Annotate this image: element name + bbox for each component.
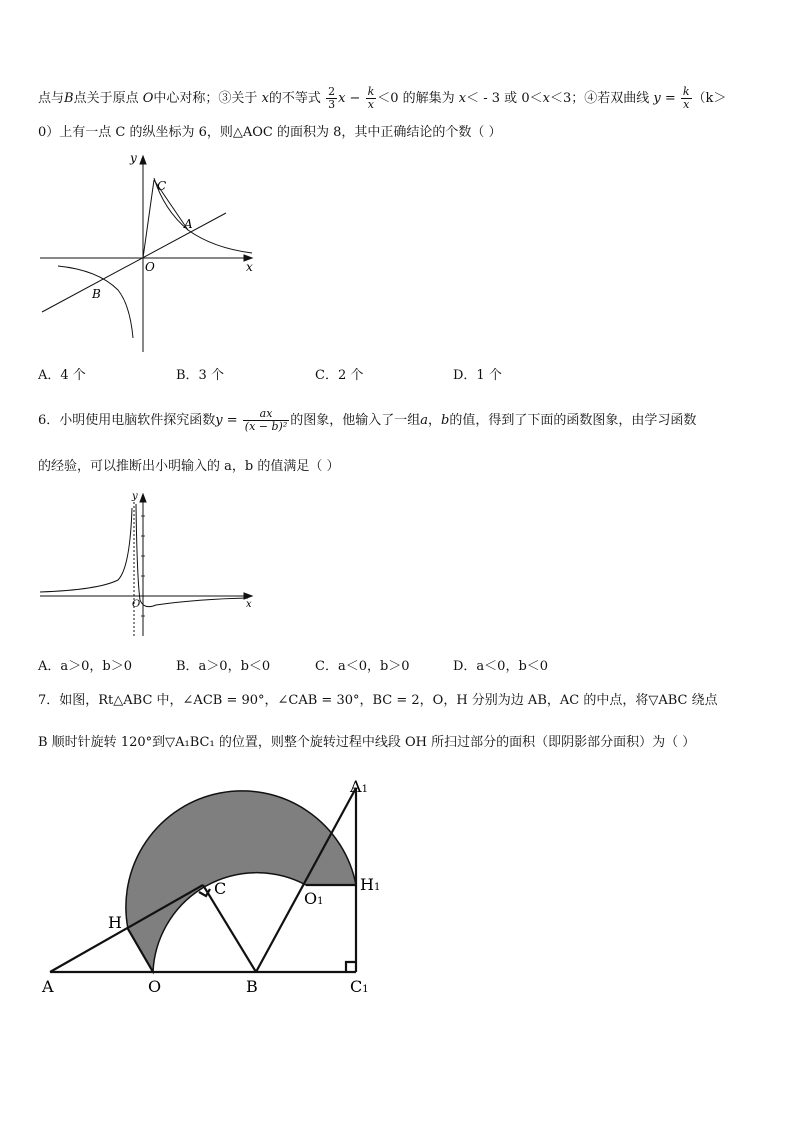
segment-OC (143, 180, 154, 258)
hyperbola-branch-third-quadrant (58, 266, 133, 338)
fraction-k-over-x: $\frac{k}{x}$ (367, 85, 375, 111)
q6-statement-line2: 的经验，可以推断出小明输入的 a，b 的值满足（ ） (38, 459, 340, 474)
q6-statement-line1: 6．小明使用电脑软件探究函数y = $\frac{ax}{\text{(x − b)²}}$ 的图象，他输入了一组a，b的值，得到了下面的函数图象，由学习函数 (38, 407, 697, 433)
fraction-ax-over-x-minus-b-squared: $\frac{ax}{\text{(x − b)²}}$ (244, 407, 288, 433)
point-H1-label: H1 (360, 875, 381, 894)
q6-option-a[interactable]: A．a＞0，b＞0 (38, 659, 133, 674)
x-label: x (246, 260, 253, 274)
segment-CB (203, 885, 256, 972)
point-B-label: B (92, 287, 101, 301)
origin-label: O (132, 599, 141, 610)
q5-option-a[interactable]: A．4 个 (38, 368, 86, 383)
q5-option-d[interactable]: D．1 个 (453, 368, 502, 383)
point-O-label: O (148, 977, 162, 996)
q6-function-graph (38, 488, 260, 640)
y-axis-arrow (140, 494, 146, 502)
right-angle-C1 (346, 962, 356, 972)
point-A-label: A (42, 977, 54, 996)
q7-statement-line2: B 顺时针旋转 120°到▽A₁BC₁ 的位置，则整个旋转过程中线段 OH 所扫过部分的面积（即阴影部分面积）为（ ） (38, 735, 696, 750)
q5-option-c[interactable]: C．2 个 (315, 368, 364, 383)
right-branch (136, 504, 248, 607)
q6-option-d[interactable]: D．a＜0，b＜0 (453, 659, 549, 674)
q5-statement-line2: 0）上有一点 C 的纵坐标为 6，则△AOC 的面积为 8，其中正确结论的个数（ ） (38, 125, 502, 140)
origin-label: O (145, 260, 155, 274)
q5-option-b[interactable]: B．3 个 (176, 368, 224, 383)
y-axis-arrow (140, 156, 146, 164)
q7-statement-line1: 7．如图，Rt△ABC 中，∠ACB = 90°，∠CAB = 30°，BC = 2，O，H 分别为边 AB，AC 的中点，将▽ABC 绕点 (38, 693, 718, 708)
point-A-label: A (184, 217, 193, 231)
q6-option-c[interactable]: C．a＜0，b＞0 (315, 659, 410, 674)
q7-rotation-figure (38, 770, 398, 1000)
q5-statement-line1: 点与B点关于原点 O中心对称；③关于 x的不等式 $\frac{2}{3}$ x − $\frac{k}{x}$ ＜0 的解集为 x＜ - 3 或 0＜x＜3；④若双曲线 y = $\frac{k}{x}$ （k＞ (38, 85, 727, 111)
fraction-k-over-x-hyperbola: $\frac{k}{x}$ (682, 85, 690, 111)
point-C-label: C (214, 879, 227, 898)
hyperbola-branch-first-quadrant (154, 178, 252, 253)
point-H-label: H (108, 913, 122, 932)
shaded-region (126, 791, 356, 972)
point-C-label: C (157, 179, 167, 193)
fraction-two-thirds: $\frac{2}{3}$ (328, 85, 336, 111)
point-C1-label: C1 (350, 977, 369, 996)
q6-option-b[interactable]: B．a＞0，b＜0 (176, 659, 271, 674)
left-branch (40, 508, 132, 592)
line-through-origin (42, 213, 226, 312)
x-label: x (246, 599, 252, 610)
point-B-label: B (246, 977, 258, 996)
point-A1-label: A1 (350, 777, 368, 796)
y-label: y (130, 151, 137, 165)
q5-hyperbola-figure (38, 150, 268, 360)
point-O1-label: O1 (304, 889, 324, 908)
y-label: y (132, 491, 138, 502)
